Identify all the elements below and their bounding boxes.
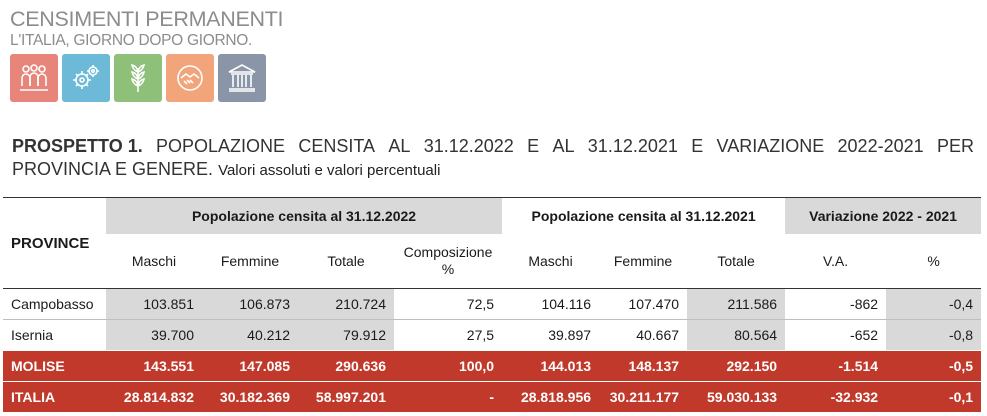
col-femmine-2022: Femmine (220, 253, 280, 269)
total-cell-va: -32.932 (785, 382, 886, 413)
col-pct: % (927, 253, 940, 269)
cell-f22: 106.873 (202, 289, 298, 320)
table-heading (12, 135, 974, 182)
heading-line-2 (12, 158, 974, 182)
cell-t21: 211.586 (687, 289, 785, 320)
total-cell-m22: 143.551 (106, 351, 202, 382)
col-totale-2022: Totale (327, 253, 365, 269)
total-cell-t21: 59.030.133 (687, 382, 785, 413)
heading-word: CENSITA (298, 136, 376, 156)
logo-tiles (10, 54, 272, 102)
table-body (3, 289, 981, 413)
heading-line-1 (12, 135, 974, 158)
total-cell-va: -1.514 (785, 351, 886, 382)
heading-word: E (691, 136, 704, 156)
cell-m22: 39.700 (106, 320, 202, 351)
province-name: Campobasso (3, 289, 106, 320)
total-cell-m21: 28.818.956 (502, 382, 599, 413)
total-cell-m21: 144.013 (502, 351, 599, 382)
cell-pct: -0,4 (886, 289, 981, 320)
gears-icon (62, 54, 110, 102)
col-va: V.A. (822, 253, 849, 269)
total-name: ITALIA (3, 382, 106, 413)
cell-pct: -0,8 (886, 320, 981, 351)
people-icon (10, 54, 58, 102)
province-header: PROVINCE (3, 198, 106, 289)
cell-t21: 80.564 (687, 320, 785, 351)
prospetto-label: PROSPETTO 1. (12, 136, 143, 156)
cell-t22: 79.912 (298, 320, 394, 351)
total-cell-f22: 147.085 (202, 351, 298, 382)
institution-icon (218, 54, 266, 102)
cell-f21: 107.470 (599, 289, 687, 320)
col-composizione-label: Composizione (403, 244, 493, 260)
cell-va: -652 (785, 320, 886, 351)
census-logo (10, 7, 284, 102)
total-cell-f21: 148.137 (599, 351, 687, 382)
total-name: MOLISE (3, 351, 106, 382)
col-totale-2021: Totale (717, 253, 755, 269)
col-composizione-pct: % (441, 261, 455, 277)
total-cell-pct: -0,1 (886, 382, 981, 413)
logo-title: CENSIMENTI PERMANENTI (10, 7, 284, 31)
wheat-icon (114, 54, 162, 102)
heading-word: 31.12.2022 (423, 136, 514, 156)
cell-f22: 40.212 (202, 320, 298, 351)
heading-word: AL (552, 136, 575, 156)
heading-word: 31.12.2021 (587, 136, 678, 156)
table-row (3, 320, 981, 351)
cell-va: -862 (785, 289, 886, 320)
cell-t22: 210.724 (298, 289, 394, 320)
total-cell-t22: 58.997.201 (298, 382, 394, 413)
total-cell-pct: -0,5 (886, 351, 981, 382)
heading-word: PER (936, 136, 974, 156)
total-cell-comp: 100,0 (394, 351, 502, 382)
handshake-icon (166, 54, 214, 102)
heading-word: AL (388, 136, 411, 156)
cell-comp: 72,5 (394, 289, 502, 320)
col-femmine-2021: Femmine (613, 253, 673, 269)
logo-subtitle: L'ITALIA, GIORNO DOPO GIORNO. (10, 32, 253, 49)
total-cell-f22: 30.182.369 (202, 382, 298, 413)
cell-m22: 103.851 (106, 289, 202, 320)
cell-m21: 39.897 (502, 320, 599, 351)
cell-comp: 27,5 (394, 320, 502, 351)
col-maschi-2021: Maschi (528, 253, 573, 269)
heading-word: VARIAZIONE (716, 136, 825, 156)
total-cell-t21: 292.150 (687, 351, 785, 382)
province-name: Isernia (3, 320, 106, 351)
total-row (3, 382, 981, 413)
group-header-2021: Popolazione censita al 31.12.2021 (531, 208, 756, 224)
group-header-variation: Variazione 2022 - 2021 (785, 198, 981, 235)
heading-word: 2022-2021 (837, 136, 924, 156)
population-table (3, 197, 981, 412)
total-cell-m22: 28.814.832 (106, 382, 202, 413)
table-row (3, 289, 981, 320)
total-cell-t22: 290.636 (298, 351, 394, 382)
total-row (3, 351, 981, 382)
cell-m21: 104.116 (502, 289, 599, 320)
cell-f21: 40.667 (599, 320, 687, 351)
heading-word: POPOLAZIONE (156, 136, 286, 156)
heading-note: Valori assoluti e valori percentuali (218, 162, 441, 179)
total-cell-comp: - (394, 382, 502, 413)
group-header-2022: Popolazione censita al 31.12.2022 (106, 198, 502, 235)
total-cell-f21: 30.211.177 (599, 382, 687, 413)
col-composizione (394, 234, 502, 289)
heading-word: E (527, 136, 540, 156)
col-maschi-2022: Maschi (131, 253, 177, 269)
heading-line-2-text: PROVINCIA E GENERE. (12, 159, 214, 179)
